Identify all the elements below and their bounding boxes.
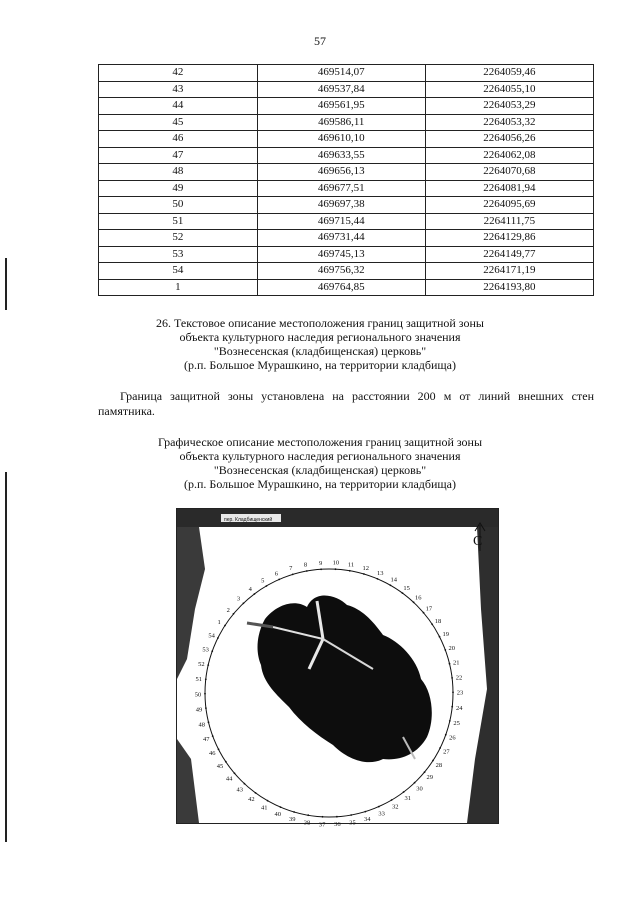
- x-coordinate-cell: 469677,51: [257, 180, 425, 197]
- y-coordinate-cell: 2264059,46: [425, 65, 593, 82]
- boundary-point-marker: [452, 691, 454, 693]
- scan-margin-mark-2: [5, 472, 7, 842]
- boundary-point-label: 38: [303, 819, 311, 827]
- boundary-point-label: 41: [260, 804, 268, 812]
- boundary-point-marker: [423, 612, 425, 614]
- boundary-point-marker: [307, 814, 309, 816]
- boundary-point-marker: [320, 568, 322, 570]
- boundary-point-label: 45: [216, 763, 224, 771]
- boundary-point-marker: [255, 792, 257, 794]
- north-label: С: [473, 534, 483, 549]
- table-row: [99, 81, 594, 98]
- boundary-point-label: 3: [236, 595, 241, 603]
- x-coordinate-cell: 469764,85: [257, 279, 425, 296]
- point-number-cell: 52: [99, 230, 258, 247]
- boundary-point-marker: [445, 734, 447, 736]
- x-coordinate-cell: 469633,55: [257, 147, 425, 164]
- table-row: [99, 65, 594, 82]
- map-left-terrain: [177, 527, 205, 679]
- boundary-point-label: 40: [274, 811, 282, 819]
- boundary-point-marker: [322, 816, 324, 818]
- boundary-point-marker: [233, 613, 235, 615]
- boundary-point-marker: [207, 664, 209, 666]
- boundary-point-marker: [336, 816, 338, 818]
- boundary-point-label: 49: [195, 706, 203, 714]
- x-coordinate-cell: 469731,44: [257, 230, 425, 247]
- table-row: [99, 279, 594, 296]
- boundary-point-marker: [267, 800, 269, 802]
- section-heading: [0, 316, 640, 372]
- y-coordinate-cell: 2264081,94: [425, 180, 593, 197]
- table-row: [99, 197, 594, 214]
- boundary-point-marker: [292, 574, 294, 576]
- x-coordinate-cell: 469610,10: [257, 131, 425, 148]
- boundary-point-label: 51: [195, 676, 203, 683]
- boundary-point-label: 21: [453, 659, 460, 667]
- y-coordinate-cell: 2264095,69: [425, 197, 593, 214]
- boundary-point-marker: [278, 579, 280, 581]
- table-row: [99, 180, 594, 197]
- boundary-point-label: 15: [403, 585, 410, 592]
- boundary-point-marker: [391, 799, 393, 801]
- boundary-point-label: 35: [349, 819, 356, 827]
- table-row: [99, 164, 594, 181]
- boundary-point-label: 4: [248, 585, 252, 593]
- point-number-cell: 54: [99, 263, 258, 280]
- page-number: 57: [314, 34, 326, 48]
- map-graphic: [177, 509, 498, 829]
- boundary-point-marker: [280, 806, 282, 808]
- graphic-heading-line-4: (р.п. Большое Мурашкино, на территории кладбища): [184, 477, 456, 491]
- boundary-point-marker: [217, 637, 219, 639]
- boundary-point-marker: [414, 782, 416, 784]
- boundary-point-label: 11: [347, 561, 355, 569]
- y-coordinate-cell: 2264171,19: [425, 263, 593, 280]
- boundary-point-label: 23: [456, 689, 464, 697]
- boundary-point-label: 53: [202, 646, 209, 654]
- boundary-point-label: 46: [209, 750, 216, 757]
- boundary-point-label: 34: [364, 815, 371, 823]
- x-coordinate-cell: 469561,95: [257, 98, 425, 115]
- boundary-point-label: 42: [248, 796, 255, 803]
- boundary-point-label: 54: [208, 632, 215, 640]
- boundary-point-marker: [431, 623, 433, 625]
- boundary-point-marker: [363, 573, 365, 575]
- boundary-point-marker: [211, 650, 213, 652]
- graphic-heading-line-2: объекта культурного наследия регионального значения: [179, 449, 461, 463]
- boundary-point-marker: [205, 707, 207, 709]
- boundary-point-marker: [350, 814, 352, 816]
- boundary-point-marker: [349, 570, 351, 572]
- boundary-point-marker: [212, 735, 214, 737]
- x-coordinate-cell: 469745,13: [257, 246, 425, 263]
- boundary-point-marker: [243, 602, 245, 604]
- boundary-point-label: 33: [378, 810, 385, 818]
- boundary-point-label: 27: [443, 748, 450, 756]
- boundary-point-marker: [254, 593, 256, 595]
- boundary-point-marker: [449, 720, 451, 722]
- boundary-point-label: 18: [434, 617, 442, 625]
- point-number-cell: 43: [99, 81, 258, 98]
- table-row: [99, 114, 594, 131]
- boundary-point-marker: [225, 761, 227, 763]
- boundary-point-marker: [390, 584, 392, 586]
- x-coordinate-cell: 469715,44: [257, 213, 425, 230]
- boundary-point-label: 29: [426, 774, 434, 782]
- x-coordinate-cell: 469656,13: [257, 164, 425, 181]
- boundary-point-label: 24: [455, 705, 463, 712]
- boundary-point-label: 10: [332, 559, 340, 567]
- graphic-heading-line-3: "Вознесенская (кладбищенская) церковь": [213, 463, 427, 477]
- y-coordinate-cell: 2264129,86: [425, 230, 593, 247]
- boundary-point-label: 30: [416, 785, 423, 793]
- boundary-point-label: 8: [303, 561, 308, 569]
- map-left-bottom-terrain: [177, 739, 199, 823]
- scan-margin-mark-1: [5, 258, 7, 310]
- boundary-point-marker: [439, 636, 441, 638]
- boundary-point-label: 25: [453, 720, 460, 727]
- table-row: [99, 246, 594, 263]
- boundary-point-marker: [205, 678, 207, 680]
- table-row: [99, 263, 594, 280]
- boundary-point-label: 47: [202, 736, 210, 743]
- boundary-point-label: 14: [390, 576, 398, 584]
- boundary-point-marker: [266, 585, 268, 587]
- boundary-point-label: 36: [334, 821, 341, 829]
- boundary-point-label: 17: [425, 605, 433, 613]
- point-number-cell: 49: [99, 180, 258, 197]
- boundary-point-label: 16: [415, 594, 422, 602]
- boundary-point-label: 20: [448, 645, 456, 652]
- boundary-point-marker: [451, 706, 453, 708]
- boundary-point-label: 9: [318, 559, 323, 567]
- boundary-point-label: 12: [362, 564, 370, 572]
- boundary-point-label: 32: [391, 803, 399, 811]
- y-coordinate-cell: 2264055,10: [425, 81, 593, 98]
- point-number-cell: 42: [99, 65, 258, 82]
- point-number-cell: 48: [99, 164, 258, 181]
- boundary-point-marker: [377, 578, 379, 580]
- point-number-cell: 45: [99, 114, 258, 131]
- boundary-point-label: 2: [226, 606, 230, 614]
- boundary-point-marker: [244, 783, 246, 785]
- x-coordinate-cell: 469586,11: [257, 114, 425, 131]
- y-coordinate-cell: 2264111,75: [425, 213, 593, 230]
- section-heading-line-2: объекта культурного наследия регионального значения: [179, 330, 461, 344]
- boundary-point-label: 44: [225, 775, 233, 783]
- point-number-cell: 53: [99, 246, 258, 263]
- boundary-point-marker: [335, 568, 337, 570]
- boundary-point-label: 48: [198, 721, 205, 729]
- boundary-point-marker: [403, 791, 405, 793]
- boundary-point-label: 52: [198, 661, 205, 668]
- boundary-point-marker: [293, 811, 295, 813]
- point-number-cell: 47: [99, 147, 258, 164]
- boundary-point-marker: [451, 677, 453, 679]
- point-number-cell: 44: [99, 98, 258, 115]
- table-row: [99, 98, 594, 115]
- boundary-point-label: 6: [274, 570, 279, 578]
- section-heading-line-4: (р.п. Большое Мурашкино, на территории кладбища): [184, 358, 456, 372]
- table-row: [99, 131, 594, 148]
- boundary-point-label: 50: [194, 691, 202, 699]
- boundary-point-marker: [204, 693, 206, 695]
- table-row: [99, 147, 594, 164]
- table-row: [99, 230, 594, 247]
- boundary-point-marker: [378, 806, 380, 808]
- boundary-point-label: 22: [455, 674, 463, 682]
- point-number-cell: 51: [99, 213, 258, 230]
- street-label: пер. Кладбищенский: [224, 517, 273, 523]
- boundary-point-label: 28: [435, 761, 443, 769]
- boundary-point-label: 7: [289, 565, 293, 573]
- boundary-point-label: 31: [404, 795, 412, 803]
- boundary-point-marker: [364, 811, 366, 813]
- x-coordinate-cell: 469697,38: [257, 197, 425, 214]
- boundary-point-label: 13: [376, 569, 384, 577]
- boundary-point-marker: [306, 570, 308, 572]
- x-coordinate-cell: 469756,32: [257, 263, 425, 280]
- y-coordinate-cell: 2264053,32: [425, 114, 593, 131]
- y-coordinate-cell: 2264053,29: [425, 98, 593, 115]
- y-coordinate-cell: 2264070,68: [425, 164, 593, 181]
- graphic-heading: [0, 435, 640, 491]
- y-coordinate-cell: 2264056,26: [425, 131, 593, 148]
- boundary-point-marker: [208, 721, 210, 723]
- boundary-point-marker: [444, 649, 446, 651]
- boundary-paragraph: Граница защитной зоны установлена на расстоянии 200 м от линий внешних стен памятника.: [98, 389, 594, 418]
- y-coordinate-cell: 2264193,80: [425, 279, 593, 296]
- table-row: [99, 213, 594, 230]
- boundary-point-label: 1: [217, 619, 221, 627]
- point-number-cell: 1: [99, 279, 258, 296]
- boundary-point-marker: [432, 760, 434, 762]
- boundary-point-marker: [224, 625, 226, 627]
- boundary-point-label: 5: [261, 577, 265, 585]
- boundary-point-marker: [218, 748, 220, 750]
- x-coordinate-cell: 469514,07: [257, 65, 425, 82]
- y-coordinate-cell: 2264149,77: [425, 246, 593, 263]
- protection-zone-map: [176, 508, 499, 829]
- boundary-point-marker: [439, 747, 441, 749]
- boundary-point-label: 43: [236, 786, 243, 794]
- boundary-point-marker: [234, 772, 236, 774]
- point-number-cell: 50: [99, 197, 258, 214]
- x-coordinate-cell: 469537,84: [257, 81, 425, 98]
- boundary-point-marker: [402, 592, 404, 594]
- coordinates-table: [98, 64, 594, 296]
- boundary-point-label: 19: [442, 631, 449, 638]
- section-heading-line-1: 26. Текстовое описание местоположения границ защитной зоны: [156, 316, 484, 330]
- y-coordinate-cell: 2264062,08: [425, 147, 593, 164]
- boundary-point-marker: [449, 663, 451, 665]
- point-number-cell: 46: [99, 131, 258, 148]
- map-right-terrain: [467, 527, 498, 823]
- boundary-point-label: 37: [318, 821, 326, 829]
- section-heading-line-3: "Вознесенская (кладбищенская) церковь": [213, 344, 427, 358]
- graphic-heading-line-1: Графическое описание местоположения границ защитной зоны: [157, 435, 483, 449]
- boundary-point-label: 26: [449, 734, 456, 742]
- boundary-point-label: 39: [288, 816, 296, 824]
- boundary-point-marker: [424, 771, 426, 773]
